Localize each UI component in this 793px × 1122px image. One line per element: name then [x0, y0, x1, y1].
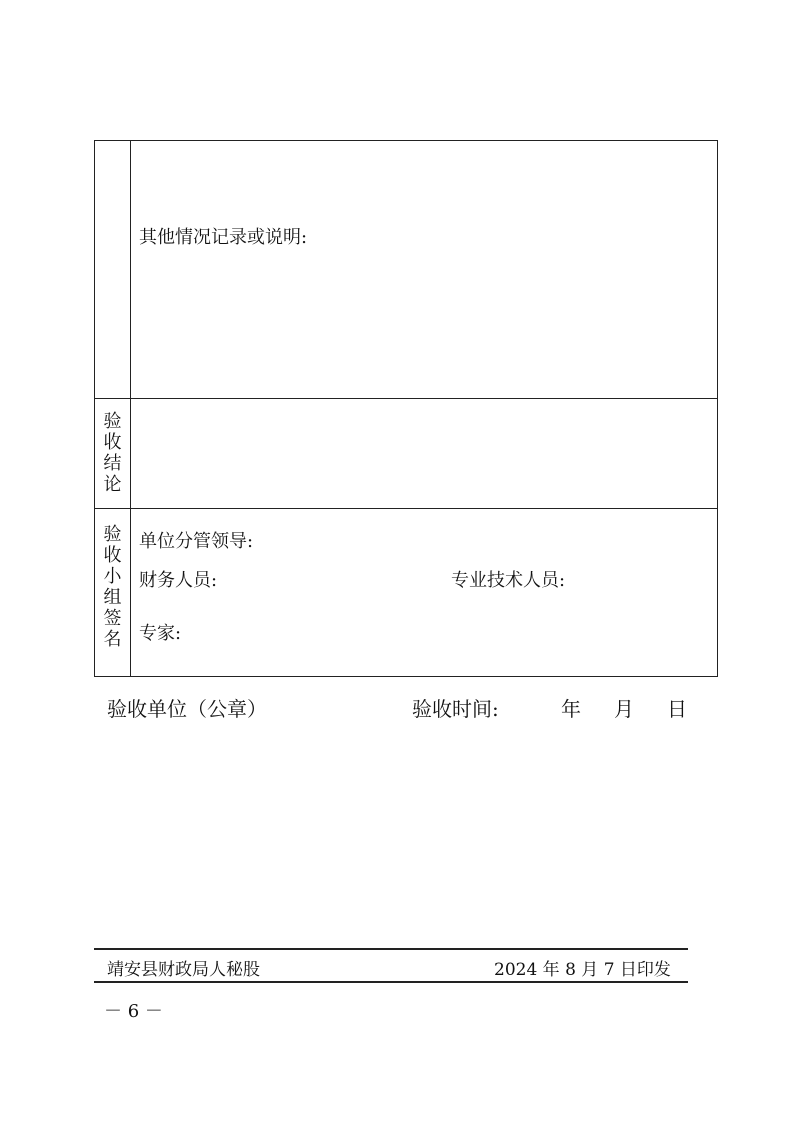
signature-vertical-label [95, 524, 130, 650]
label-char: 组 [103, 587, 122, 608]
imprint-date: 2024 年 8 月 7 日印发 [494, 960, 671, 980]
day-label: 日 [667, 697, 687, 721]
label-char: 论 [103, 474, 122, 495]
leader-signature-label: 单位分管领导: [139, 531, 254, 552]
conclusion-label-cell [95, 398, 131, 508]
page-number: － 6 － [104, 1001, 163, 1022]
unit-seal-label: 验收单位（公章） [107, 697, 267, 721]
tech-signature-label: 专业技术人员: [451, 570, 566, 591]
label-char: 收 [103, 545, 122, 566]
label-char: 名 [103, 629, 122, 650]
acceptance-form-table [94, 140, 718, 677]
signature-label-cell [95, 508, 131, 676]
conclusion-row [95, 398, 717, 509]
conclusion-vertical-label [95, 411, 130, 495]
notes-label: 其他情况记录或说明: [139, 227, 308, 248]
imprint-bottom-rule [94, 981, 688, 983]
signature-content-cell[interactable] [131, 508, 717, 676]
label-char: 签 [103, 608, 122, 629]
label-char: 验 [103, 524, 122, 545]
acceptance-time-label: 验收时间: [412, 697, 499, 721]
year-label: 年 [561, 697, 581, 721]
notes-content-cell[interactable] [131, 141, 717, 398]
label-char: 收 [103, 432, 122, 453]
expert-signature-label: 专家: [139, 623, 182, 644]
label-char: 小 [103, 566, 122, 587]
imprint-top-rule [94, 948, 688, 950]
conclusion-content-cell[interactable] [131, 398, 717, 508]
label-char: 结 [103, 453, 122, 474]
signature-row [95, 508, 717, 676]
month-label: 月 [614, 697, 634, 721]
imprint-issuer: 靖安县财政局人秘股 [107, 960, 260, 980]
notes-label-cell [95, 141, 131, 398]
notes-row [95, 141, 717, 399]
finance-signature-label: 财务人员: [139, 570, 218, 591]
label-char: 验 [103, 411, 122, 432]
